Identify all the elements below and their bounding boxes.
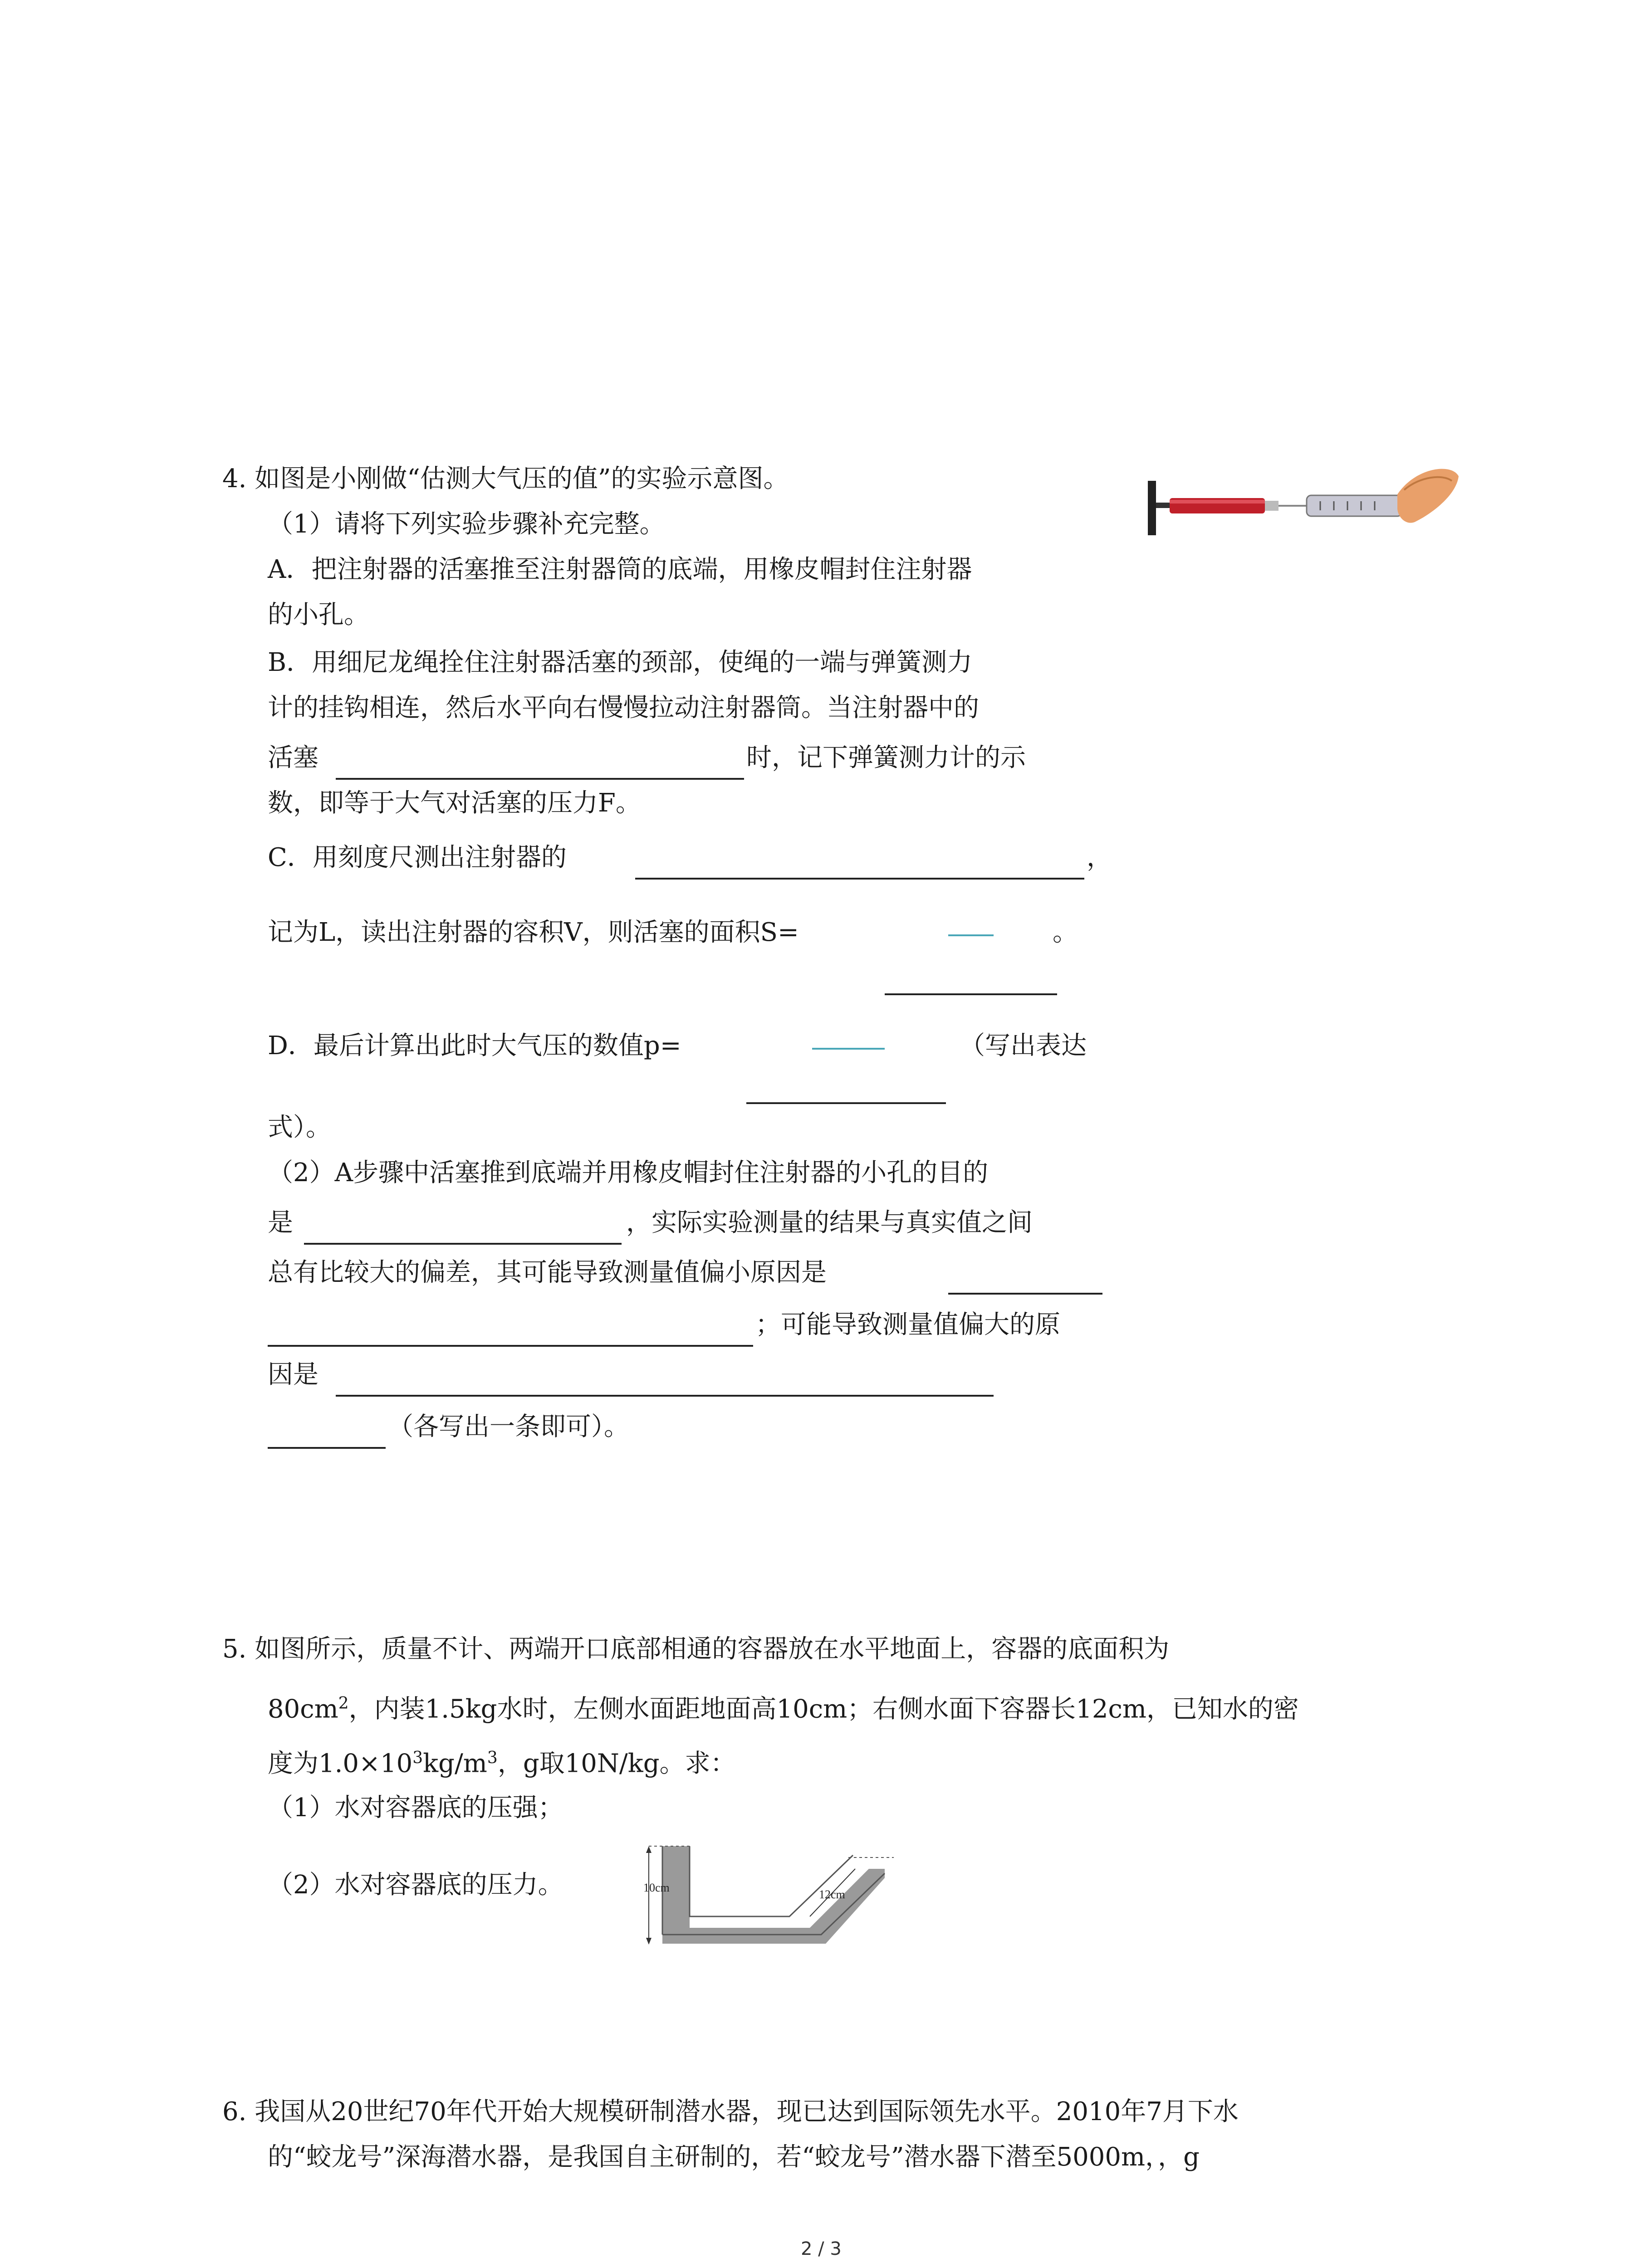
q5-question2: （2）水对容器底的压力。 <box>268 1870 563 1900</box>
answer-blank-purpose[interactable] <box>304 1243 622 1245</box>
q6-stem-line1: 6. 我国从20世纪70年代开始大规模研制潜水器，现已达到国际领先水平。2010年7月下水 <box>222 2097 1239 2126</box>
fig-label-10cm: 10cm <box>643 1881 670 1894</box>
answer-blank-piston[interactable] <box>336 778 744 780</box>
q5-stem-line1: 5. 如图所示，质量不计、两端开口底部相通的容器放在水平地面上，容器的底面积为 <box>222 1634 1170 1664</box>
q4-part2-line4: ；可能导致测量值偏大的原 <box>755 1310 1060 1339</box>
q4-part2-line3: 总有比较大的偏差，其可能导致测量值偏小原因是 <box>268 1258 827 1287</box>
connected-container-figure <box>640 1819 894 1955</box>
answer-blank-small-reason-b[interactable] <box>268 1345 753 1347</box>
answer-blank-large-reason-a[interactable] <box>336 1395 994 1397</box>
q4-stepC-line1-start: C．用刻度尺测出注射器的 <box>268 843 567 872</box>
q4-stepD-line1-end: （写出表达 <box>960 1031 1087 1061</box>
q4-stepB-line1: B．用细尼龙绳拴住注射器活塞的颈部，使绳的一端与弹簧测力 <box>268 648 973 677</box>
q4-stepD-line2: 式）。 <box>268 1113 331 1142</box>
answer-blank-large-reason-b[interactable] <box>268 1447 386 1449</box>
answer-blank-area[interactable] <box>885 993 1057 995</box>
q4-part2-line2-end: ，实际实验测量的结果与真实值之间 <box>626 1208 1033 1237</box>
q5-question1: （1）水对容器底的压强； <box>268 1793 563 1823</box>
page-number: 2 / 3 <box>801 2239 842 2259</box>
q6-stem-line2: 的“蛟龙号”深海潜水器，是我国自主研制的，若“蛟龙号”潜水器下潜至5000m，，g <box>268 2142 1200 2172</box>
syringe-experiment-figure <box>1143 458 1461 549</box>
answer-blank-length[interactable] <box>635 878 1084 880</box>
q5-stem-line3: 度为$1.0\times 10^3kg/m^3$，g取10N/kg。求： <box>268 1749 736 1779</box>
fig-label-12cm: 12cm <box>819 1888 845 1901</box>
q4-stepA-line1: A．把注射器的活塞推至注射器筒的底端，用橡皮帽封住注射器 <box>268 555 972 584</box>
area-fraction-bar <box>948 934 994 936</box>
q4-stepB-line4: 数，即等于大气对活塞的压力F。 <box>268 788 641 818</box>
q4-part1: （1）请将下列实验步骤补充完整。 <box>268 509 665 539</box>
q4-part2-line6: （各写出一条即可）。 <box>388 1412 629 1442</box>
q4-part2-line5: 因是 <box>268 1360 318 1389</box>
answer-blank-pressure[interactable] <box>746 1102 946 1104</box>
q4-stepD-line1-start: D．最后计算出此时大气压的数值p= <box>268 1031 681 1061</box>
q4-stepC-period: 。 <box>1053 918 1078 947</box>
q4-part2-line2-start: 是 <box>268 1208 293 1237</box>
answer-blank-small-reason-a[interactable] <box>948 1293 1102 1295</box>
q4-stepC-line2: 记为L，读出注射器的容积V，则活塞的面积S= <box>268 918 799 947</box>
q4-stepB-line3-start: 活塞 <box>268 743 318 772</box>
q4-stem: 4. 如图是小刚做“估测大气压的值”的实验示意图。 <box>222 464 789 494</box>
q4-part2-line1: （2）A步骤中活塞推到底端并用橡皮帽封住注射器的小孔的目的 <box>268 1158 989 1188</box>
q5-stem-line2: $80cm^2$，内装1.5kg水时，左侧水面距地面高10cm；右侧水面下容器长12cm，已知水的密 <box>268 1694 1299 1724</box>
q4-stepA-line2: 的小孔。 <box>268 600 369 630</box>
q4-stepB-line3-end: 时，记下弹簧测力计的示 <box>746 743 1026 772</box>
q4-stepB-line2: 计的挂钩相连，然后水平向右慢慢拉动注射器筒。当注射器中的 <box>268 693 979 723</box>
pressure-fraction-bar <box>812 1048 885 1050</box>
q4-stepC-line1-end: ， <box>1087 843 1112 872</box>
